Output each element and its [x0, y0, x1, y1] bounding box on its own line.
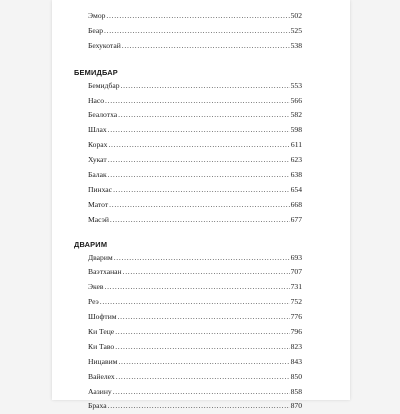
toc-entry	[74, 370, 302, 385]
toc-entry-page: 858	[290, 386, 302, 396]
dot-leader	[118, 108, 289, 123]
dot-leader	[104, 24, 290, 39]
dot-leader	[108, 153, 290, 168]
toc-entry-page: 623	[290, 155, 302, 165]
toc-entry	[74, 325, 302, 340]
dot-leader	[110, 213, 290, 228]
dot-leader	[108, 138, 289, 153]
dot-leader	[100, 295, 290, 310]
toc-entry-page: 850	[290, 371, 302, 381]
toc-entry-title: Ваэтханан	[88, 267, 122, 277]
dot-leader	[106, 9, 289, 24]
book-page	[52, 0, 350, 411]
toc-entry-title: Хукат	[88, 155, 107, 165]
toc-entry	[74, 310, 302, 325]
section-heading-dvarim: ДВАРИМ	[74, 239, 108, 249]
toc-group-dvarim	[74, 251, 302, 414]
toc-entry-page: 752	[290, 297, 302, 307]
toc-entry-title: Аазину	[88, 386, 112, 396]
toc-entry-page: 668	[290, 199, 302, 209]
toc-entry	[74, 153, 302, 168]
toc-entry-title: Бехукотай	[88, 40, 121, 50]
toc-entry	[74, 168, 302, 183]
toc-entry-title: Эмор	[88, 11, 106, 20]
toc-entry-title: Дварим	[88, 252, 113, 262]
toc-entry	[74, 198, 302, 213]
dot-leader	[113, 385, 290, 400]
toc-entry-page: 823	[290, 341, 302, 351]
toc-entry	[74, 213, 302, 228]
toc-entry-page: 582	[290, 110, 302, 120]
toc-entry-page: 796	[290, 327, 302, 337]
dot-leader	[105, 94, 290, 109]
dot-leader	[104, 280, 289, 295]
toc-entry-title: Ки Теце	[88, 327, 115, 337]
toc-entry	[74, 251, 302, 266]
toc-entry	[74, 94, 302, 109]
toc-entry-page: 870	[290, 401, 302, 411]
toc-entry-title: Балак	[88, 170, 107, 180]
toc-entry-page: 707	[290, 267, 302, 277]
toc-entry	[74, 399, 302, 414]
dot-leader	[109, 198, 289, 213]
toc-entry-title: Бемидбар	[88, 80, 120, 90]
dot-leader	[108, 123, 290, 138]
section-heading-bemidbar: БЕМИДБАР	[74, 67, 118, 77]
toc-entry-title: Беар	[88, 25, 103, 35]
toc-entry	[74, 79, 302, 94]
toc-entry	[74, 9, 302, 24]
toc-entry-page: 776	[290, 312, 302, 322]
toc-entry	[74, 340, 302, 355]
toc-entry-page: 502	[290, 11, 302, 20]
toc-entry-title: Пинхас	[88, 184, 113, 194]
toc-entry-title: Насо	[88, 95, 105, 105]
toc-group-top	[74, 9, 302, 54]
toc-entry-page: 693	[290, 252, 302, 262]
toc-entry-title: Шофтим	[88, 312, 117, 322]
dot-leader	[118, 355, 289, 370]
toc-entry	[74, 108, 302, 123]
toc-entry-title: Беалотха	[88, 110, 118, 120]
dot-leader	[108, 399, 290, 414]
toc-entry-page: 525	[290, 25, 302, 35]
toc-entry-page: 638	[290, 170, 302, 180]
toc-entry	[74, 385, 302, 400]
table-of-contents	[74, 9, 302, 414]
dot-leader	[118, 310, 290, 325]
dot-leader	[116, 370, 290, 385]
toc-entry	[74, 138, 302, 153]
toc-entry	[74, 295, 302, 310]
toc-entry	[74, 183, 302, 198]
toc-entry-page: 843	[290, 356, 302, 366]
toc-group-bemidbar	[74, 79, 302, 228]
dot-leader	[108, 168, 290, 183]
toc-entry-page: 731	[290, 282, 302, 292]
toc-entry	[74, 123, 302, 138]
toc-entry	[74, 265, 302, 280]
toc-entry-title: Экев	[88, 282, 104, 292]
dot-leader	[115, 325, 289, 340]
toc-entry	[74, 24, 302, 39]
toc-entry-title: Масэй	[88, 214, 109, 224]
dot-leader	[113, 183, 290, 198]
toc-entry-title: Реэ	[88, 297, 99, 307]
dot-leader	[115, 340, 289, 355]
toc-entry	[74, 280, 302, 295]
toc-entry	[74, 39, 302, 54]
toc-entry-title: Ницавим	[88, 356, 118, 366]
toc-entry-page: 538	[290, 40, 302, 50]
toc-entry-title: Шлах	[88, 125, 107, 135]
toc-entry-title: Корах	[88, 140, 108, 150]
toc-entry-page: 598	[290, 125, 302, 135]
toc-entry	[74, 355, 302, 370]
dot-leader	[114, 251, 290, 266]
toc-entry-page: 654	[290, 184, 302, 194]
dot-leader	[123, 265, 290, 280]
dot-leader	[121, 79, 290, 94]
toc-entry-page: 677	[290, 214, 302, 224]
toc-entry-page: 566	[290, 95, 302, 105]
dot-leader	[122, 39, 290, 54]
toc-entry-page: 611	[290, 140, 302, 150]
toc-entry-page: 553	[290, 80, 302, 90]
toc-entry-title: Браха	[88, 401, 107, 411]
toc-entry-title: Ки Таво	[88, 341, 115, 351]
toc-entry-title: Матот	[88, 199, 109, 209]
toc-entry-title: Вайелех	[88, 371, 115, 381]
